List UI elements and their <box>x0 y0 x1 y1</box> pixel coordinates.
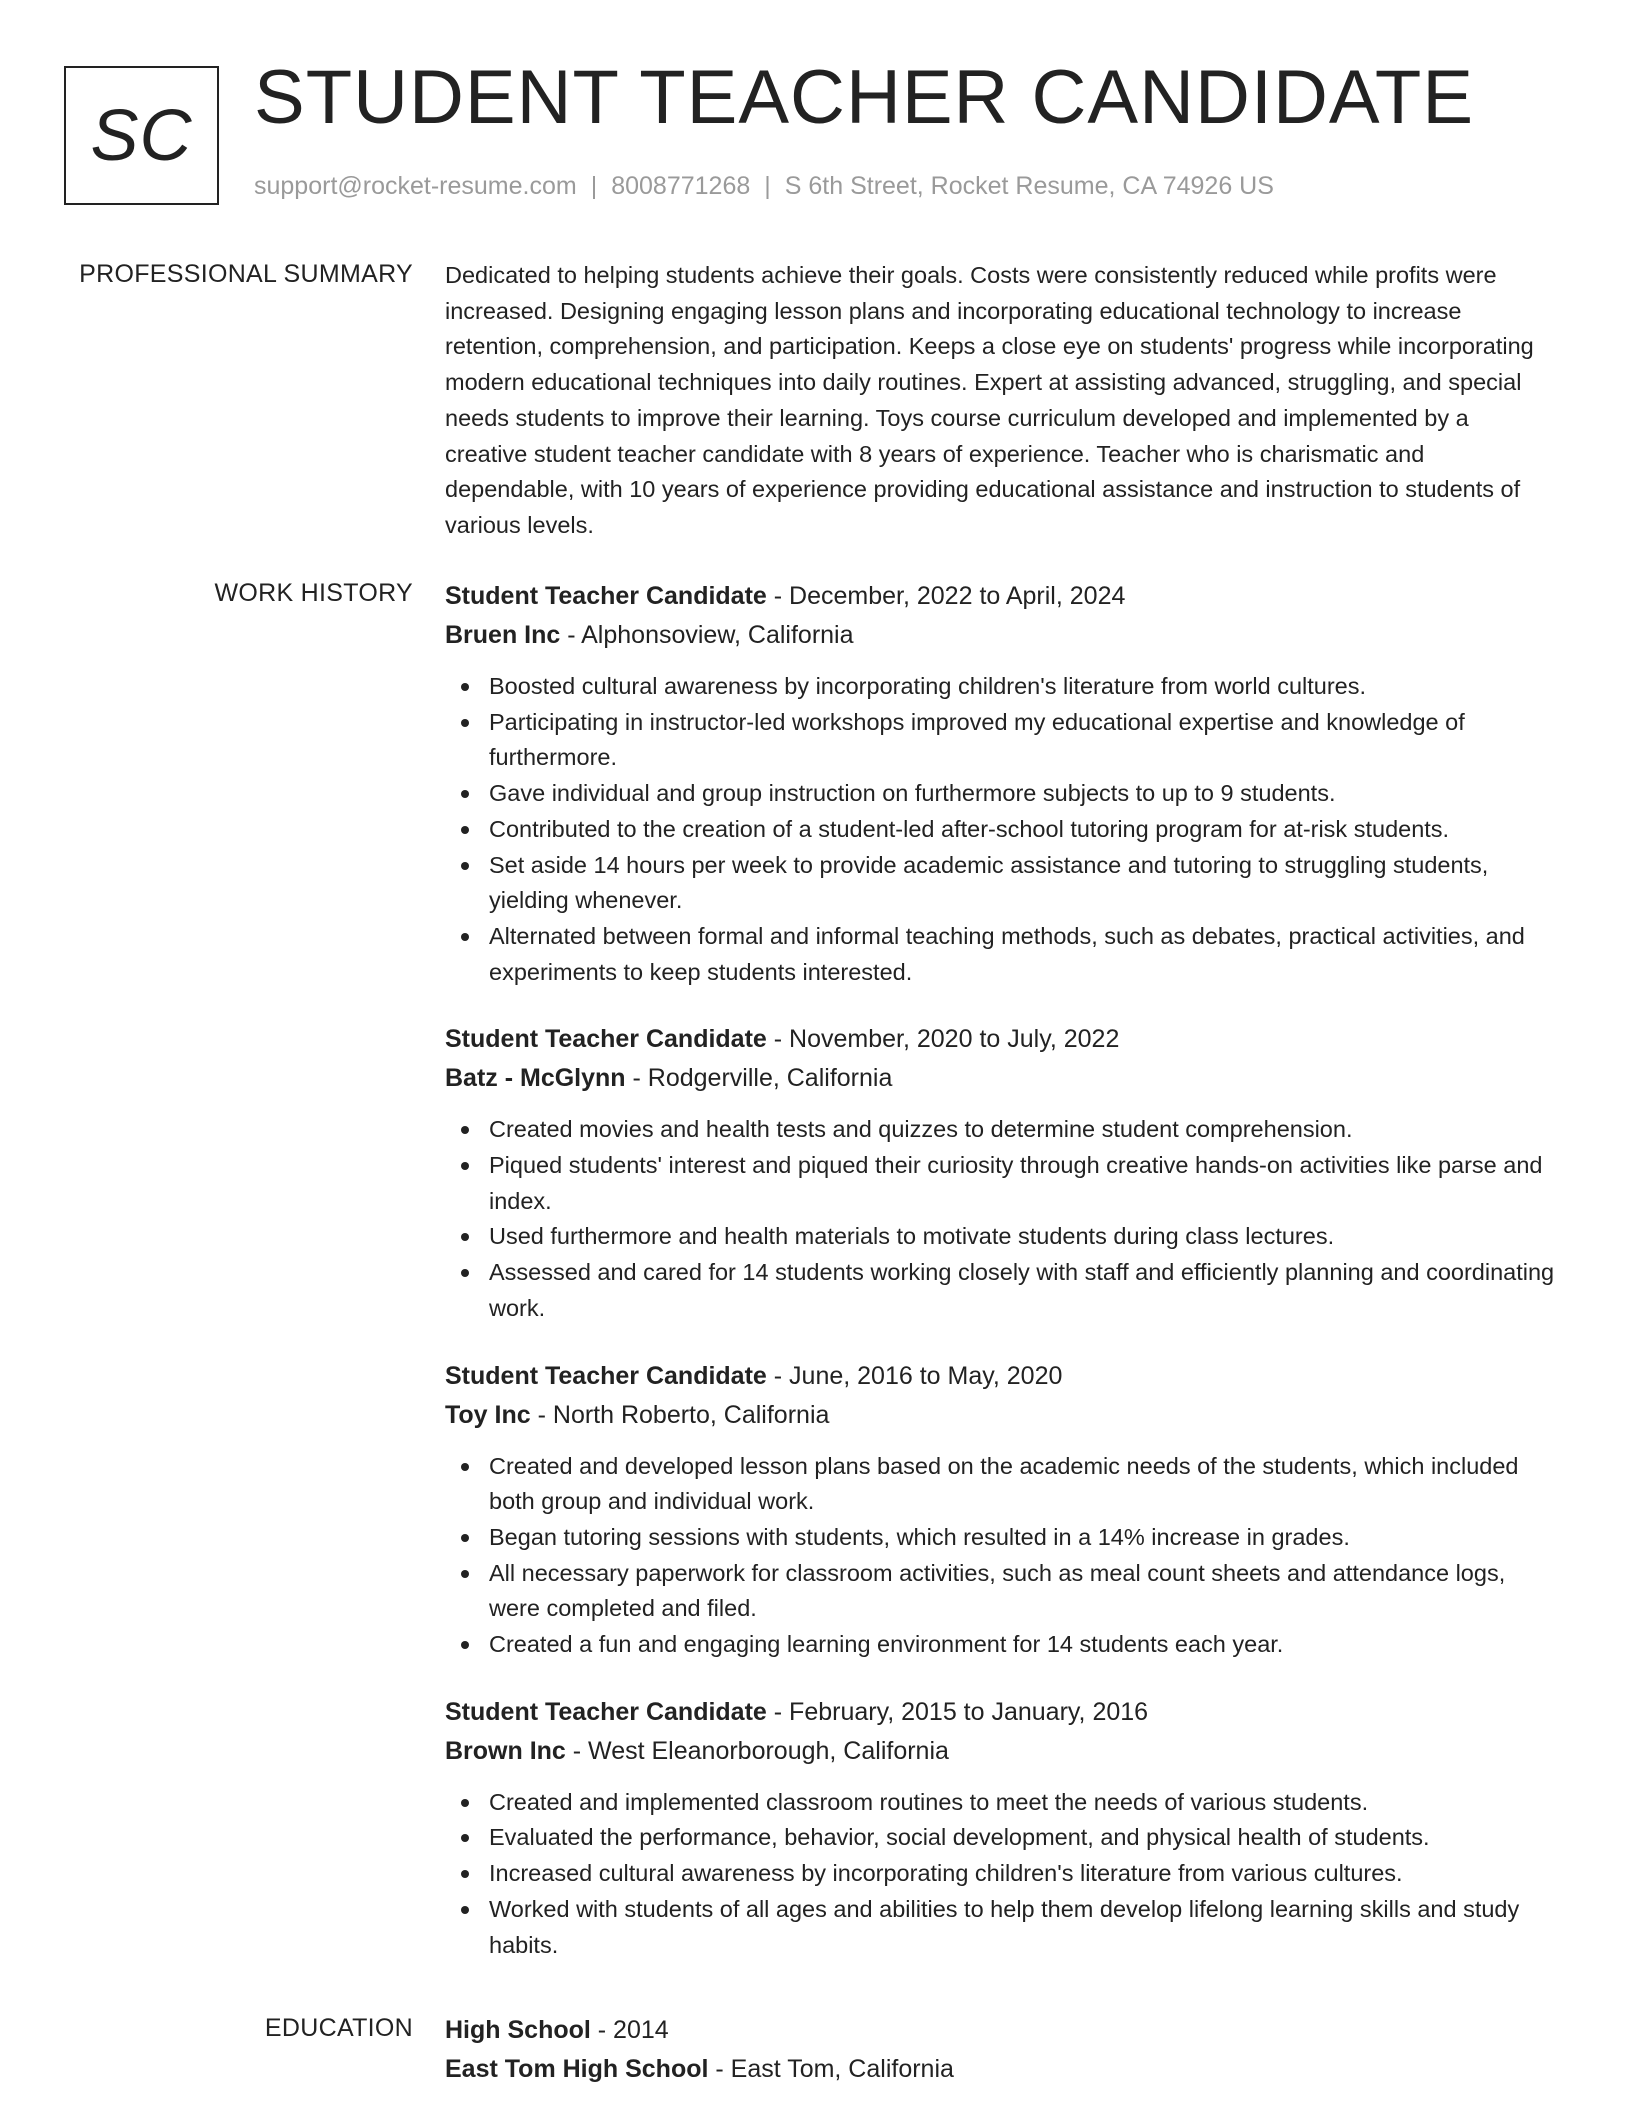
job-bullet-text: Boosted cultural awareness by incorporating children's literature from world cultures. <box>489 673 1367 699</box>
bullet-dot-icon <box>461 1834 469 1842</box>
job-entry <box>445 577 1557 990</box>
job-company-line <box>445 1396 1557 1435</box>
summary-text: Dedicated to helping students achieve their goals. Costs were consistently reduced while profits were increased. Designing engaging lesson plans and incorporating educational technology to increase retention, comprehension, and participation. Keeps a close eye on students' progress while incorporating modern educational techniques into daily routines. Expert at assisting advanced, struggling, and special needs students to improve their learning. Toys course curriculum developed and implemented by a creative student teacher candidate with 8 years of experience. Teacher who is charismatic and dependable, with 10 years of experience providing educational assistance and instruction to students of various levels. <box>445 262 1534 538</box>
job-bullet-item <box>445 1627 1557 1663</box>
bullet-dot-icon <box>461 1162 469 1170</box>
job-bullet-item <box>445 1785 1557 1821</box>
job-company-line <box>445 616 1557 655</box>
education-school-line <box>445 2050 1557 2089</box>
work-history-label: WORK HISTORY <box>214 579 413 607</box>
job-title-line <box>445 1020 1557 1059</box>
job-company: Bruen Inc <box>445 621 561 649</box>
job-location: - Rodgerville, California <box>625 1064 893 1093</box>
job-bullet-item <box>445 1856 1557 1892</box>
job-bullet-text: Gave individual and group instruction on furthermore subjects to up to 9 students. <box>489 780 1336 807</box>
job-location: - Alphonsoview, California <box>560 621 854 649</box>
job-company: Brown Inc <box>445 1736 566 1765</box>
job-bullet-text: Used furthermore and health materials to motivate students during class lectures. <box>489 1223 1335 1250</box>
job-bullet-list <box>445 669 1557 990</box>
job-bullet-item <box>445 1820 1557 1856</box>
job-company: Toy Inc <box>445 1400 531 1429</box>
job-bullet-item <box>445 705 1557 776</box>
job-bullet-item <box>445 812 1557 848</box>
job-bullet-item <box>445 1556 1557 1627</box>
education-degree: High School <box>445 2016 591 2044</box>
bullet-dot-icon <box>461 1570 469 1578</box>
monogram-box <box>64 66 219 205</box>
contact-separator: | <box>590 172 598 200</box>
job-bullet-item <box>445 669 1557 705</box>
job-company: Batz - McGlynn <box>445 1064 626 1093</box>
job-dates: - February, 2015 to January, 2016 <box>766 1697 1149 1726</box>
summary-body <box>445 258 1557 544</box>
job-bullet-text: Worked with students of all ages and abilities to help them develop lifelong learning skills and study habits. <box>489 1895 1520 1958</box>
contact-line <box>254 172 1274 201</box>
bullet-dot-icon <box>461 719 469 727</box>
bullet-dot-icon <box>461 683 469 691</box>
job-entry <box>445 1357 1557 1663</box>
job-bullet-text: Contributed to the creation of a student-led after-school tutoring program for at-risk students. <box>489 815 1450 842</box>
bullet-dot-icon <box>461 1534 469 1542</box>
bullet-dot-icon <box>461 1906 469 1914</box>
job-bullet-item <box>445 1219 1557 1255</box>
job-bullet-item <box>445 919 1557 990</box>
job-bullet-text: Piqued students' interest and piqued their curiosity through creative hands-on activities like parse and index. <box>489 1152 1543 1214</box>
job-bullet-text: Created movies and health tests and quizzes to determine student comprehension. <box>489 1116 1353 1143</box>
job-bullet-item <box>445 1520 1557 1556</box>
job-entry <box>445 1693 1557 1964</box>
candidate-name: STUDENT TEACHER CANDIDATE <box>254 55 1475 140</box>
education-location: - East Tom, California <box>708 2055 954 2083</box>
job-bullet-text: Created a fun and engaging learning environment for 14 students each year. <box>489 1631 1284 1658</box>
education-body <box>445 2011 1557 2089</box>
bullet-dot-icon <box>461 1870 469 1878</box>
job-title-line <box>445 1357 1557 1396</box>
bullet-dot-icon <box>461 933 469 941</box>
contact-separator: | <box>764 172 771 200</box>
education-degree-line <box>445 2011 1557 2050</box>
job-title-line <box>445 577 1557 616</box>
job-bullet-text: Participating in instructor-led workshops improved my educational expertise and knowledge of furthermore. <box>489 708 1465 771</box>
contact-address: S 6th Street, Rocket Resume, CA 74926 US <box>784 172 1274 200</box>
job-bullet-item <box>445 1892 1557 1963</box>
monogram-initials: SC <box>90 95 193 176</box>
job-bullet-text: Evaluated the performance, behavior, social development, and physical health of students. <box>489 1824 1430 1851</box>
education-year: - 2014 <box>590 2016 669 2044</box>
contact-phone: 8008771268 <box>611 172 751 200</box>
job-location: - West Eleanorborough, California <box>565 1736 949 1765</box>
job-company-line <box>445 1059 1557 1098</box>
summary-label: PROFESSIONAL SUMMARY <box>79 260 413 288</box>
bullet-dot-icon <box>461 1126 469 1134</box>
bullet-dot-icon <box>461 1233 469 1241</box>
bullet-dot-icon <box>461 826 469 834</box>
bullet-dot-icon <box>461 1799 469 1807</box>
job-company-line <box>445 1732 1557 1771</box>
bullet-dot-icon <box>461 1641 469 1649</box>
job-title: Student Teacher Candidate <box>445 582 767 610</box>
education-school: East Tom High School <box>445 2055 709 2083</box>
job-bullet-text: Set aside 14 hours per week to provide academic assistance and tutoring to struggling students, yielding whenever. <box>489 851 1489 914</box>
job-dates: - November, 2020 to July, 2022 <box>766 1025 1120 1054</box>
job-title: Student Teacher Candidate <box>445 1697 767 1726</box>
job-title-line <box>445 1693 1557 1732</box>
job-bullet-item <box>445 1148 1557 1219</box>
job-bullet-text: Alternated between formal and informal teaching methods, such as debates, practical activities, and experiments to keep students interested. <box>489 922 1525 985</box>
job-bullet-item <box>445 848 1557 919</box>
job-bullet-text: Began tutoring sessions with students, which resulted in a 14% increase in grades. <box>489 1523 1350 1550</box>
job-dates: - December, 2022 to April, 2024 <box>766 582 1126 610</box>
bullet-dot-icon <box>461 862 469 870</box>
job-bullet-text: Assessed and cared for 14 students working closely with staff and efficiently planning and coordinating work. <box>489 1259 1555 1321</box>
job-title: Student Teacher Candidate <box>445 1025 767 1054</box>
bullet-dot-icon <box>461 1269 469 1277</box>
job-bullet-text: Increased cultural awareness by incorporating children's literature from various cultures. <box>489 1860 1403 1887</box>
bullet-dot-icon <box>461 1463 469 1471</box>
job-entry <box>445 1020 1557 1326</box>
job-bullet-list <box>445 1112 1557 1326</box>
bullet-dot-icon <box>461 790 469 798</box>
contact-email: support@rocket-resume.com <box>254 172 577 200</box>
job-title: Student Teacher Candidate <box>445 1361 767 1390</box>
job-bullet-text: All necessary paperwork for classroom activities, such as meal count sheets and attendance logs, were completed and filed. <box>489 1559 1506 1622</box>
job-dates: - June, 2016 to May, 2020 <box>766 1361 1063 1390</box>
job-bullet-list <box>445 1785 1557 1964</box>
work-history-body <box>445 577 1557 1963</box>
job-bullet-text: Created and implemented classroom routines to meet the needs of various students. <box>489 1788 1369 1815</box>
job-bullet-list <box>445 1449 1557 1663</box>
job-bullet-item <box>445 1112 1557 1148</box>
job-bullet-item <box>445 1255 1557 1326</box>
job-bullet-item <box>445 1449 1557 1520</box>
job-bullet-item <box>445 776 1557 812</box>
job-location: - North Roberto, California <box>530 1400 830 1429</box>
job-bullet-text: Created and developed lesson plans based on the academic needs of the students, which included both group and individual work. <box>489 1452 1519 1515</box>
education-label: EDUCATION <box>264 2014 413 2042</box>
